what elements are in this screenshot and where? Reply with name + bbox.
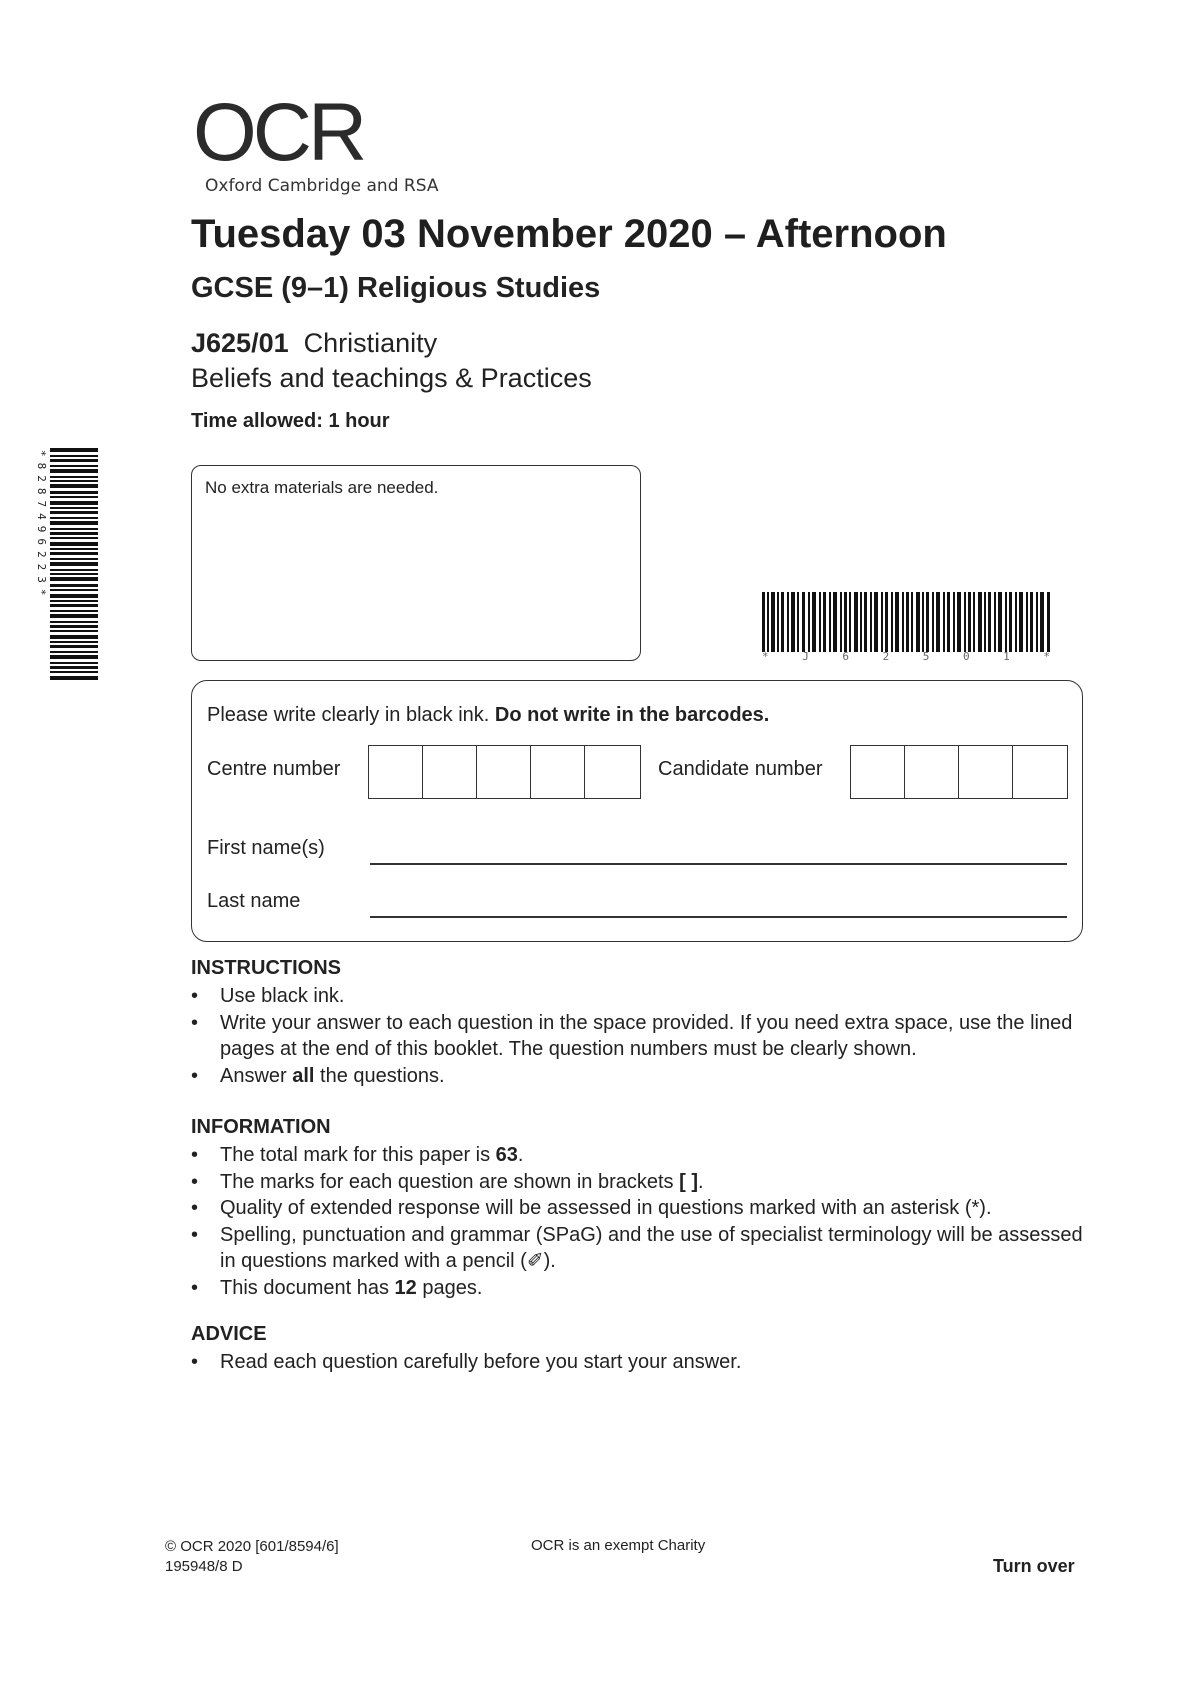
instructions-heading: INSTRUCTIONS [191,957,341,979]
first-name-label: First name(s) [207,837,325,859]
instruction-plain: Please write clearly in black ink. [207,704,495,726]
time-allowed: Time allowed: 1 hour [191,410,390,432]
instruction-bold: Do not write in the barcodes. [494,704,770,726]
candidate-digit-box[interactable] [905,746,959,798]
centre-digit-box[interactable] [477,746,531,798]
paper-barcode-digits [762,650,1050,663]
unit-heading [191,328,437,359]
centre-digit-box[interactable] [531,746,585,798]
paper-subtitle: Beliefs and teachings & Practices [191,363,592,393]
information-heading: INFORMATION [191,1116,331,1138]
side-barcode [50,448,98,680]
information-list [191,1142,1091,1301]
barcode-digit: 0 [962,650,970,663]
barcode-digit: J [802,650,809,663]
instruction-item: • Use black ink. [191,983,1091,1010]
candidate-digit-box[interactable] [851,746,905,798]
pencil-icon: ✐ [526,1250,544,1272]
instruction-item: • Answer all the questions. [191,1063,1091,1090]
barcode-digit: 5 [922,650,930,663]
barcode-digit: 2 [882,650,890,663]
instruction-item: • Write your answer to each question in the space provided. If you need extra space, use the lined pages at the end of this booklet. The question numbers must be clearly shown. [191,1010,1091,1063]
candidate-digit-box[interactable] [1013,746,1067,798]
information-item: • Spelling, punctuation and grammar (SPaG) and the use of specialist terminology will be assessed in questions marked with a pencil (✐). [191,1222,1091,1275]
materials-text: No extra materials are needed. [205,478,439,497]
barcode-digit: * [762,650,769,663]
last-name-field[interactable] [370,916,1067,918]
centre-number-label: Centre number [207,758,341,780]
qualification-title: GCSE (9–1) Religious Studies [191,272,601,304]
unit-title: Christianity [303,328,438,358]
ocr-logo: OCR [193,87,364,178]
information-item: • The total mark for this paper is 63. [191,1142,1091,1169]
copyright-text: © OCR 2020 [601/8594/6] [165,1538,339,1555]
advice-list [191,1349,1091,1376]
barcode-digit: * [1043,650,1050,663]
information-item: • Quality of extended response will be assessed in questions marked with an asterisk (*). [191,1195,1091,1222]
candidate-number-label: Candidate number [658,758,823,780]
information-item: • This document has 12 pages. [191,1275,1091,1302]
logo-tagline: Oxford Cambridge and RSA [205,176,439,196]
charity-text: OCR is an exempt Charity [531,1537,706,1554]
exam-date-session: Tuesday 03 November 2020 – Afternoon [191,212,947,256]
centre-digit-box[interactable] [585,746,639,798]
turn-over-label: Turn over [993,1556,1075,1576]
centre-digit-box[interactable] [423,746,477,798]
side-barcode-digits: *8287496223* [35,450,48,602]
footer-left [165,1537,339,1577]
candidate-digit-box[interactable] [959,746,1013,798]
document-code: 195948/8 D [165,1558,243,1575]
barcode-digit: 6 [842,650,849,663]
paper-barcode [762,592,1050,652]
centre-digit-box[interactable] [369,746,423,798]
candidate-number-field[interactable] [850,745,1068,799]
first-name-field[interactable] [370,863,1067,865]
advice-heading: ADVICE [191,1323,267,1345]
candidate-box-instruction [207,704,769,727]
advice-item: • Read each question carefully before you start your answer. [191,1349,1091,1376]
barcode-digit: 1 [1003,650,1010,663]
last-name-label: Last name [207,890,301,912]
instructions-list [191,983,1091,1089]
centre-number-field[interactable] [368,745,641,799]
information-item: • The marks for each question are shown in brackets [ ]. [191,1169,1091,1196]
unit-code: J625/01 [191,328,289,358]
